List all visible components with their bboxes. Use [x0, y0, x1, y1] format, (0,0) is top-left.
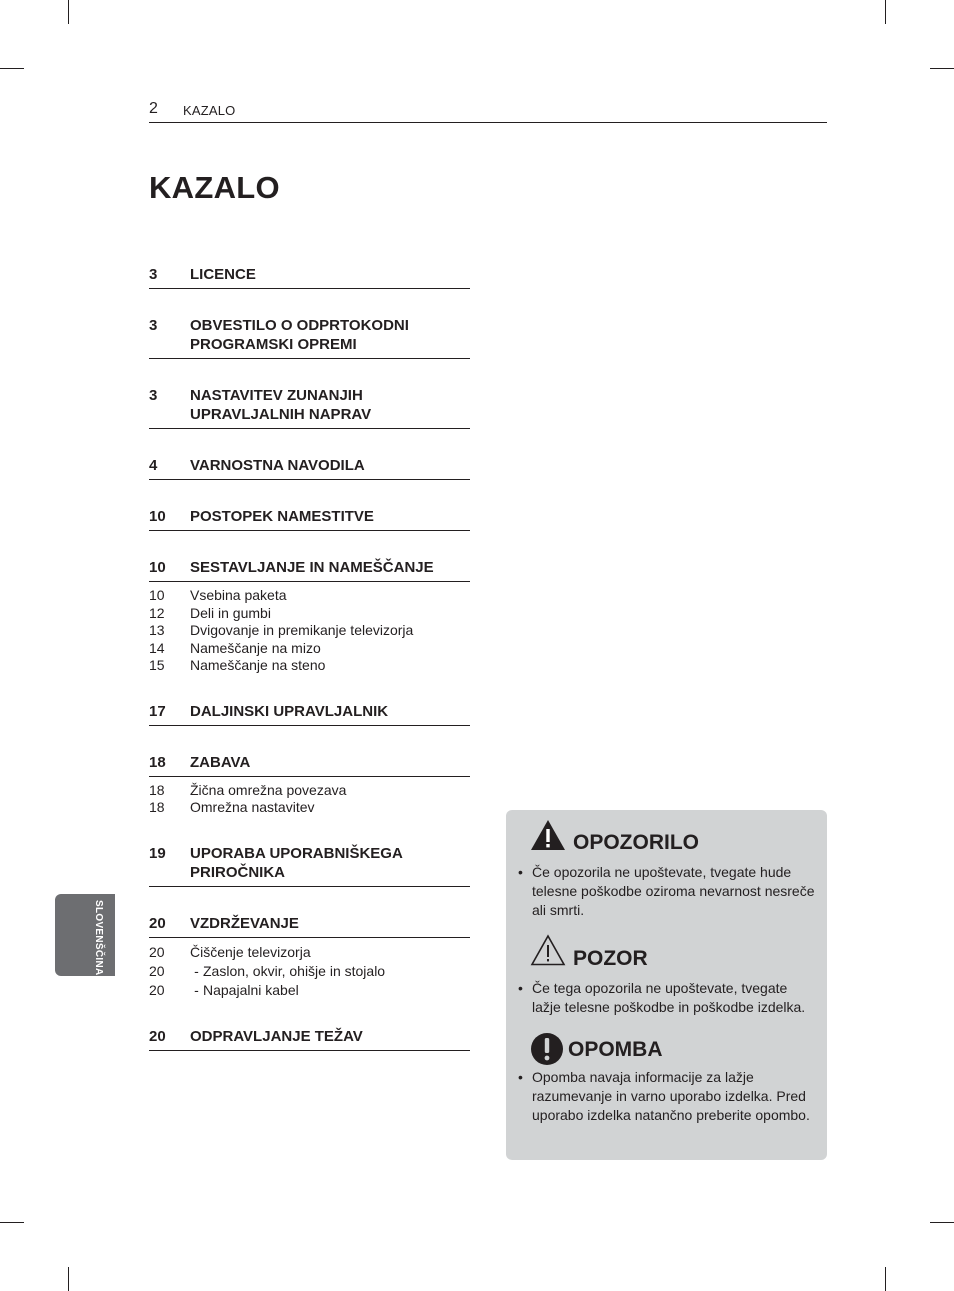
toc-entry-title: UPORABA UPORABNIŠKEGA PRIROČNIKA [190, 844, 403, 881]
toc-subentry [149, 605, 470, 623]
toc-subentry-page: 18 [149, 781, 165, 798]
note-text: Opomba navaja informacije za lažje razumevanje in varno uporabo izdelka. Pred uporabo izdelka natančno preberite opombo. [532, 1069, 810, 1123]
toc-entry-page: 3 [149, 387, 158, 404]
toc-subentry-dash: - [194, 962, 199, 979]
toc-entry [149, 260, 470, 289]
toc-subentry-page: 13 [149, 622, 165, 638]
table-of-contents [149, 260, 470, 1051]
toc-entry-title: SESTAVLJANJE IN NAMEŠČANJE [190, 559, 434, 576]
toc-subentry-title: Žična omrežna povezava [190, 781, 347, 798]
toc-entry-title: POSTOPEK NAMESTITVE [190, 508, 374, 525]
toc-subentry-page: 12 [149, 604, 165, 621]
note-notice [506, 1031, 827, 1123]
page-title: KAZALO [149, 170, 280, 205]
caution-text: Če tega opozorila ne upoštevate, tvegate lažje telesne poškodbe in poškodbe izdelka. [532, 980, 806, 1015]
bullet: • [518, 980, 523, 996]
toc-subentry-page: 18 [149, 799, 165, 815]
toc-entry-title: DALJINSKI UPRAVLJALNIK [190, 702, 389, 720]
caution-label: POZOR [573, 947, 648, 970]
toc-entry-page: 20 [149, 1027, 166, 1045]
toc-subentry-title: Deli in gumbi [190, 604, 271, 621]
toc-entry [149, 1022, 470, 1051]
notice-box [506, 810, 827, 1160]
toc-subentry-page: 20 [149, 943, 165, 960]
crop-mark [0, 68, 24, 69]
toc-entry-title: ZABAVA [190, 753, 251, 771]
toc-entry-page: 19 [149, 844, 166, 862]
toc-entry-page: 17 [149, 702, 166, 720]
bullet: • [518, 1069, 523, 1085]
toc-entry-title: ODPRAVLJANJE TEŽAV [190, 1027, 363, 1045]
toc-subentry-page: 20 [149, 981, 165, 998]
caution-notice [506, 934, 827, 1015]
warning-text: Če opozorila ne upoštevate, tvegate hude telesne poškodbe oziroma nevarnost nesreče ali smrti. [532, 864, 815, 918]
toc-entry [149, 839, 470, 887]
toc-subentry [149, 782, 470, 800]
bullet: • [518, 864, 523, 880]
toc-subentry [149, 799, 470, 817]
toc-entry [149, 311, 470, 359]
language-tab-label: SLOVENŠČINA [93, 900, 104, 976]
running-header [149, 100, 827, 123]
toc-entry-page: 3 [149, 317, 158, 334]
toc-subentry-title: Omrežna nastavitev [190, 799, 315, 815]
crop-mark [885, 0, 886, 24]
toc-subentries [149, 582, 470, 675]
toc-subentry [149, 657, 470, 675]
toc-entry [149, 451, 470, 480]
crop-mark [930, 1222, 954, 1223]
toc-subentry [149, 943, 470, 962]
note-exclamation-icon [530, 1032, 564, 1066]
toc-entry-title: LICENCE [190, 266, 256, 283]
toc-subentry-title: Nameščanje na steno [190, 657, 326, 673]
toc-subentries [149, 777, 470, 817]
language-tab [55, 894, 115, 976]
toc-subentry-page: 20 [149, 962, 165, 979]
warning-filled-icon [530, 819, 566, 851]
crop-mark [930, 68, 954, 69]
toc-subentries [149, 938, 470, 1000]
crop-mark [68, 0, 69, 24]
toc-entry-title: OBVESTILO O ODPRTOKODNI PROGRAMSKI OPREMI [190, 317, 409, 353]
toc-entry [149, 748, 470, 777]
toc-entry-page: 18 [149, 753, 166, 771]
toc-subentry-page: 10 [149, 587, 165, 603]
toc-subentry-title: Čiščenje televizorja [190, 943, 311, 960]
toc-entry-page: 10 [149, 508, 166, 525]
toc-subentry-title: Vsebina paketa [190, 587, 287, 603]
warning-label: OPOZORILO [573, 831, 699, 854]
toc-subentry-page: 14 [149, 639, 165, 656]
crop-mark [0, 1222, 24, 1223]
toc-subentry-title: Nameščanje na mizo [190, 639, 321, 656]
toc-subentry [149, 981, 470, 1000]
toc-subentry-page: 15 [149, 657, 165, 673]
crop-mark [68, 1267, 69, 1291]
toc-subentry [149, 640, 470, 658]
toc-subentry-title: Napajalni kabel [203, 981, 299, 998]
note-label: OPOMBA [568, 1038, 663, 1061]
toc-subentry [149, 587, 470, 605]
toc-entry-title: NASTAVITEV ZUNANJIH UPRAVLJALNIH NAPRAV [190, 387, 372, 423]
toc-entry-page: 10 [149, 559, 166, 576]
page-number: 2 [149, 100, 158, 117]
toc-entry [149, 381, 470, 429]
crop-mark [885, 1267, 886, 1291]
warning-notice [506, 818, 827, 918]
toc-entry-title: VARNOSTNA NAVODILA [190, 457, 365, 474]
toc-subentry-title: Dvigovanje in premikanje televizorja [190, 622, 414, 638]
toc-entry-page: 20 [149, 914, 166, 932]
toc-entry-page: 3 [149, 266, 158, 283]
toc-entry-title: VZDRŽEVANJE [190, 914, 299, 932]
running-header-title: KAZALO [183, 103, 236, 118]
toc-subentry [149, 622, 470, 640]
toc-subentry-title: Zaslon, okvir, ohišje in stojalo [203, 962, 386, 979]
toc-entry-page: 4 [149, 457, 158, 474]
toc-entry [149, 909, 470, 938]
toc-subentry-dash: - [194, 981, 199, 998]
toc-entry [149, 697, 470, 726]
toc-entry [149, 553, 470, 582]
toc-subentry [149, 962, 470, 981]
toc-entry [149, 502, 470, 531]
caution-outline-icon [530, 934, 566, 966]
